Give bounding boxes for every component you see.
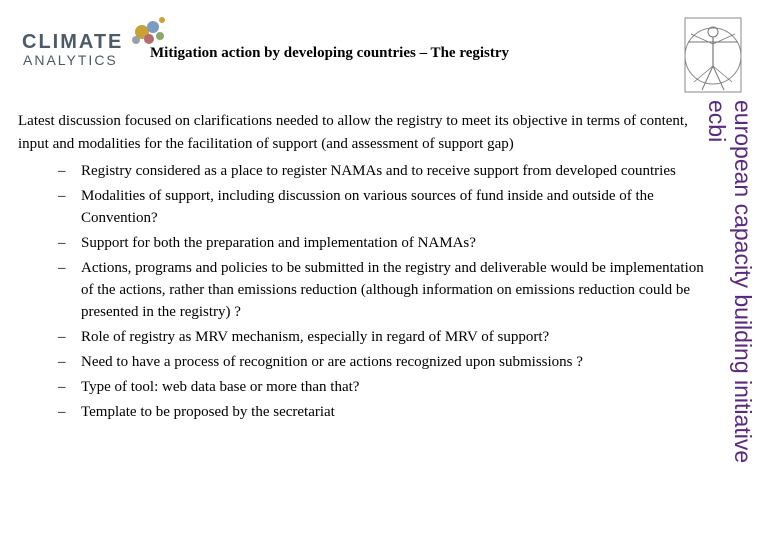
list-item-text: Actions, programs and policies to be submitted in the registry and deliverable would be implementation of the actions, rather than emissions reduction (although information on emissions reduction could be presented in the registry) ? — [81, 260, 704, 320]
bullet-marker: – — [58, 163, 66, 179]
slide-title: Mitigation action by developing countries – The registry — [150, 45, 510, 61]
bullet-list — [18, 160, 704, 423]
vitruvian-man-icon — [682, 14, 744, 96]
slide-body — [18, 110, 704, 426]
list-item-text: Type of tool: web data base or more than that? — [81, 379, 360, 395]
list-item — [18, 326, 704, 348]
climate-analytics-logo — [18, 12, 168, 72]
list-item — [18, 376, 704, 398]
bullet-marker: – — [58, 404, 66, 420]
logo-wordmark-analytics: ANALYTICS — [23, 52, 118, 68]
bullet-marker: – — [58, 354, 66, 370]
list-item — [18, 185, 704, 229]
list-item-text: Registry considered as a place to register NAMAs and to receive support from developed countries — [81, 163, 676, 179]
bullet-marker: – — [58, 260, 66, 276]
list-item — [18, 401, 704, 423]
list-item-text: Support for both the preparation and implementation of NAMAs? — [81, 235, 476, 251]
list-item — [18, 160, 704, 182]
bullet-marker: – — [58, 235, 66, 251]
ecbi-vertical-label — [700, 100, 756, 515]
list-item-text: Template to be proposed by the secretariat — [81, 404, 335, 420]
ecbi-acronym: ecbi — [704, 100, 730, 143]
list-item — [18, 232, 704, 254]
list-item — [18, 257, 704, 323]
list-item — [18, 351, 704, 373]
logo-dots-icon — [122, 12, 172, 46]
list-item-text: Need to have a process of recognition or are actions recognized upon submissions ? — [81, 354, 583, 370]
bullet-marker: – — [58, 188, 66, 204]
intro-paragraph: Latest discussion focused on clarifications needed to allow the registry to meet its objective in terms of content, input and modalities for the facilitation of support (and assessment of support gap) — [18, 113, 688, 152]
bullet-marker: – — [58, 329, 66, 345]
bullet-marker: – — [58, 379, 66, 395]
logo-wordmark-climate: CLIMATE — [22, 31, 124, 53]
list-item-text: Modalities of support, including discussion on various sources of fund inside and outside of the Convention? — [81, 188, 654, 226]
ecbi-full-name: european capacity building initiative — [730, 100, 756, 464]
list-item-text: Role of registry as MRV mechanism, especially in regard of MRV of support? — [81, 329, 550, 345]
